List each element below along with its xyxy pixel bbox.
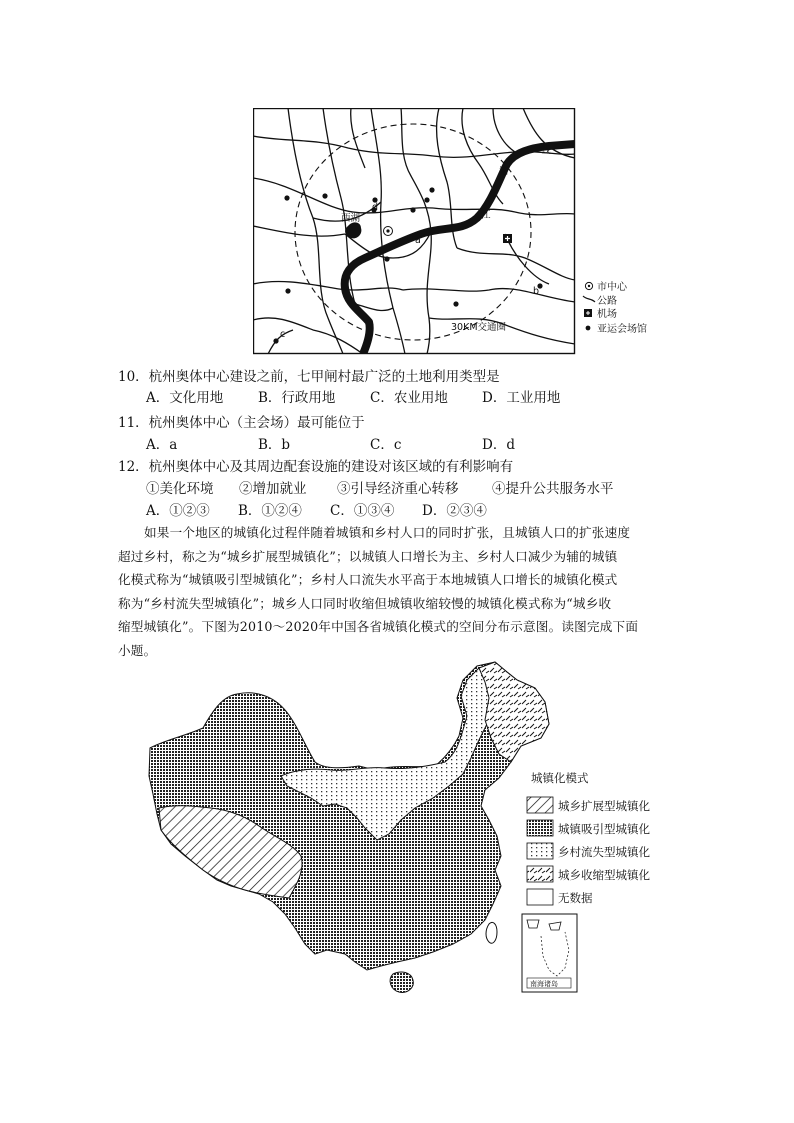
legend-attraction <box>527 820 650 836</box>
venue-dot <box>284 195 289 200</box>
hainan-island <box>390 972 413 992</box>
point-d-label: d <box>372 202 379 213</box>
hangzhou-map-svg <box>253 108 648 356</box>
q11-option-c[interactable]: C．c <box>370 437 402 453</box>
river-label-3: 江 <box>481 210 491 221</box>
legend-expansion <box>527 797 650 813</box>
legend-shrinkage <box>527 866 650 882</box>
legend-no-data <box>527 889 593 905</box>
question-12-stem: 12．杭州奥体中心及其周边配套设施的建设对该区域的有利影响有 <box>118 459 514 475</box>
venue-dot <box>322 193 327 198</box>
venue-dot <box>285 288 290 293</box>
city-center-icon <box>384 227 393 236</box>
china-map-legend <box>527 771 650 905</box>
legend-title: 城镇化模式 <box>531 771 589 785</box>
legend-text: 公路 <box>597 296 617 307</box>
question-11-stem: 11．杭州奥体中心（主会场）最可能位于 <box>118 415 365 431</box>
venue-dot <box>384 256 389 261</box>
china-map-svg <box>145 658 685 1000</box>
legend-city-center <box>585 280 628 293</box>
q12-item-3: ③引导经济重心转移 <box>337 481 459 497</box>
q12-option-a[interactable]: A．①②③ <box>146 503 210 519</box>
south-china-sea-inset <box>522 914 577 992</box>
q12-item-2: ②增加就业 <box>239 481 307 497</box>
inset-label: 南海诸岛 <box>530 980 558 988</box>
q12-item-1: ①美化环境 <box>146 481 214 497</box>
china-urbanization-map <box>145 658 685 1000</box>
airport-icon <box>503 234 512 243</box>
point-a-label: a <box>415 235 421 246</box>
venue-dot-icon <box>586 326 591 331</box>
map-frame <box>254 109 575 354</box>
point-b-label: b <box>533 286 540 297</box>
q12-option-c[interactable]: C．①③④ <box>330 503 395 519</box>
paragraph-line: 超过乡村，称之为“城乡扩展型城镇化”；以城镇人口增长为主、乡村人口减少为辅的城镇 <box>118 548 618 564</box>
hatched-dashes-swatch-icon <box>527 866 553 882</box>
hangzhou-legend <box>583 280 647 335</box>
taiwan-island <box>486 922 497 943</box>
venue-dot <box>429 187 434 192</box>
intro-paragraph <box>118 521 688 662</box>
venue-dot <box>453 301 458 306</box>
river-label-2: 塘 <box>499 166 509 177</box>
xihu-label: 西湖 <box>341 213 361 224</box>
q11-option-a[interactable]: A．a <box>146 437 178 453</box>
legend-outflow <box>527 843 650 859</box>
river-label-1: 钱 <box>541 145 551 156</box>
point-c-label: c <box>280 329 286 340</box>
paragraph-line: 小题。 <box>118 642 157 658</box>
legend-airport <box>584 307 617 320</box>
q10-option-d[interactable]: D．工业用地 <box>482 390 561 406</box>
paragraph-line: 如果一个地区的城镇化过程伴随着城镇和乡村人口的同时扩张，且城镇人口的扩张速度 <box>144 525 631 540</box>
paragraph-line: 称为“乡村流失型城镇化”；城乡人口同时收缩但城镇收缩较慢的城镇化模式称为“城乡收 <box>118 595 612 611</box>
venue-dot-a <box>407 235 412 240</box>
paragraph-line: 化模式称为“城镇吸引型城镇化”；乡村人口流失水平高于本地城镇人口增长的城镇化模式 <box>118 572 618 587</box>
q11-option-b[interactable]: B．b <box>258 437 291 453</box>
legend-label: 城镇吸引型城镇化 <box>558 822 650 836</box>
q12-option-b[interactable]: B．①②④ <box>238 503 302 519</box>
q11-option-d[interactable]: D．d <box>482 437 515 453</box>
diagonal-swatch-icon <box>527 797 553 813</box>
legend-text: 市中心 <box>597 282 627 293</box>
legend-label: 无数据 <box>558 891 593 905</box>
empty-swatch-icon <box>527 889 553 905</box>
sparse-dots-swatch-icon <box>527 843 553 859</box>
venue-dot <box>424 197 429 202</box>
paragraph-line: 缩型城镇化”。下图为2010～2020年中国各省城镇化模式的空间分布示意图。读图完成下面 <box>118 619 639 634</box>
legend-venue <box>586 322 647 335</box>
legend-road <box>583 294 617 307</box>
q12-option-d[interactable]: D．②③④ <box>422 503 487 519</box>
venue-dot <box>410 207 415 212</box>
q12-item-4: ④提升公共服务水平 <box>492 481 614 497</box>
legend-text: 亚运会场馆 <box>597 324 647 335</box>
legend-label: 城乡收缩型城镇化 <box>558 868 650 882</box>
circle-label: 30KM交通圈 <box>451 322 507 333</box>
q10-option-b[interactable]: B．行政用地 <box>258 390 336 406</box>
legend-label: 乡村流失型城镇化 <box>558 845 650 859</box>
q10-option-a[interactable]: A．文化用地 <box>146 390 224 406</box>
question-10-stem: 10．杭州奥体中心建设之前，七甲闸村最广泛的土地利用类型是 <box>118 369 500 385</box>
dense-dots-swatch-icon <box>527 820 553 836</box>
hangzhou-map <box>253 108 648 356</box>
legend-text: 机场 <box>597 309 617 320</box>
q10-option-c[interactable]: C．农业用地 <box>370 390 448 406</box>
venue-dot-c <box>273 338 278 343</box>
road-icon <box>583 296 595 302</box>
legend-label: 城乡扩展型城镇化 <box>558 799 650 813</box>
